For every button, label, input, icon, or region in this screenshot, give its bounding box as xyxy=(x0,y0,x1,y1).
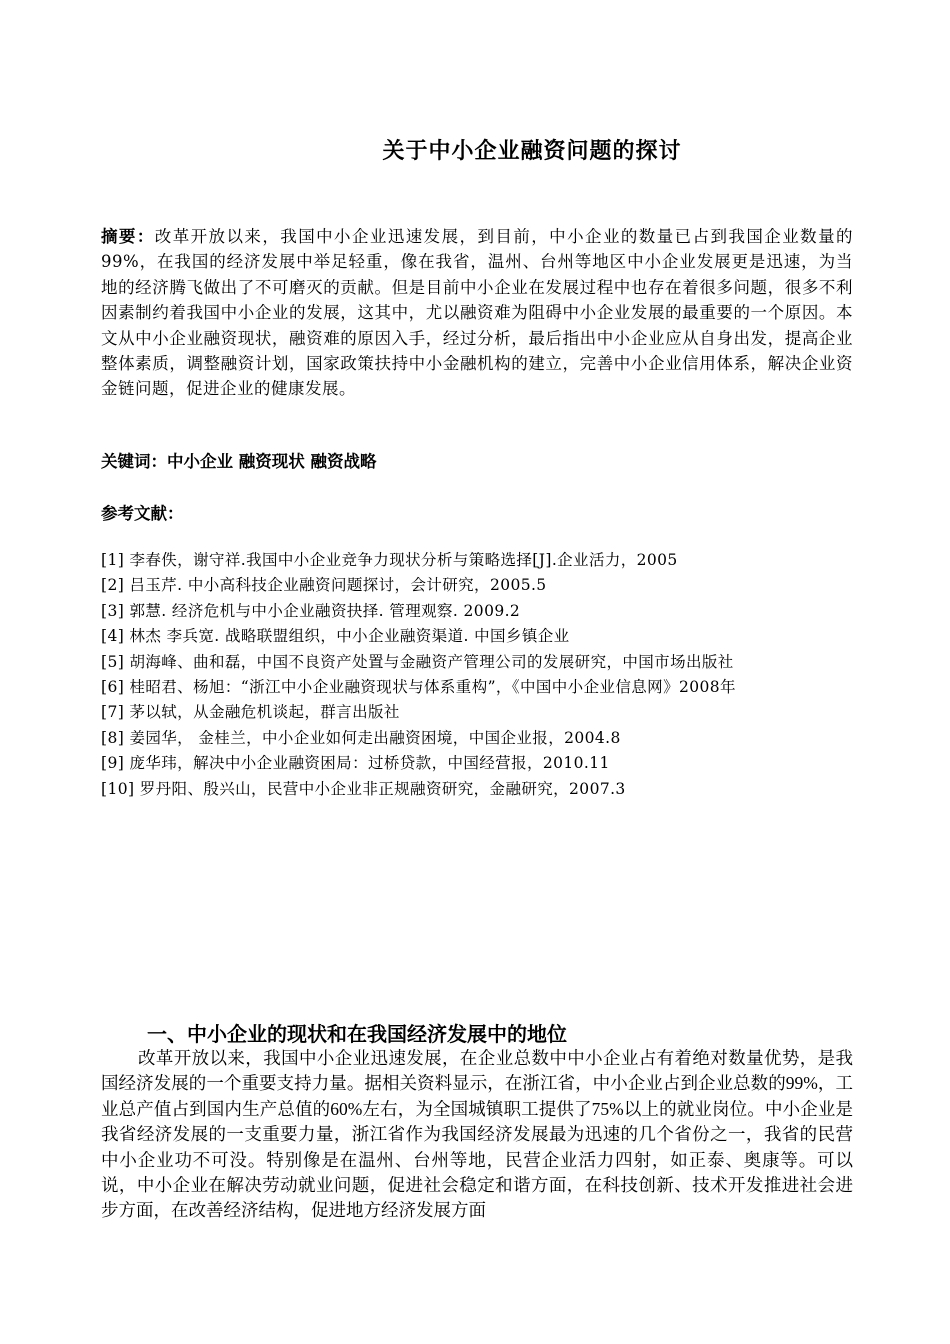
reference-item: [1] 李春佚，谢守祥.我国中小企业竞争力现状分析与策略选择[J].企业活力，2005 xyxy=(101,551,678,569)
abstract xyxy=(101,224,853,402)
reference-item: [4] 林杰 李兵宽. 战略联盟组织，中小企业融资渠道. 中国乡镇企业 xyxy=(101,627,570,646)
reference-item: [3] 郭慧. 经济危机与中小企业融资抉择. 管理观察. 2009.2 xyxy=(101,601,521,620)
references-heading: 参考文献： xyxy=(101,504,184,523)
reference-item: [7] 茅以轼，从金融危机谈起，群言出版社 xyxy=(101,703,400,722)
reference-item: [10] 罗丹阳、殷兴山，民营中小企业非正规融资研究，金融研究，2007.3 xyxy=(101,779,626,798)
reference-item: [2] 吕玉芹. 中小高科技企业融资问题探讨，会计研究，2005.5 xyxy=(101,576,547,595)
document-title: 关于中小企业融资问题的探讨 xyxy=(382,139,682,164)
reference-item: [9] 庞华玮，解决中小企业融资困局：过桥贷款，中国经营报，2010.11 xyxy=(101,754,610,773)
section-heading: 一、中小企业的现状和在我国经济发展中的地位 xyxy=(147,1022,567,1046)
reference-item: [6] 桂昭君、杨旭：“浙江中小企业融资现状与体系重构”，《中国中小企业信息网》2008年 xyxy=(101,678,736,697)
keywords: 关键词：中小企业 融资现状 融资战略 xyxy=(101,452,377,471)
abstract-label: 摘要： xyxy=(101,227,155,246)
abstract-text: 改革开放以来，我国中小企业迅速发展，到目前，中小企业的数量已占到我国企业数量的99%，在我国的经济发展中举足轻重，像在我省，温州、台州等地区中小企业发展更是迅速，为当地的经济腾飞做出了不可磨灭的贡献。但是目前中小企业在发展过程中也存在着很多问题，很多不利因素制约着我国中小企业的发展，这其中，尤以融资难为阻碍中小企业发展的最重要的一个原因。本文从中小企业融资现状，融资难的原因入手，经过分析，最后指出中小企业应从自身出发，提高企业整体素质，调整融资计划，国家政策扶持中小金融机构的建立，完善中小企业信用体系，解决企业资金链问题，促进企业的健康发展。 xyxy=(101,227,854,399)
body-paragraph: 改革开放以来，我国中小企业迅速发展，在企业总数中中小企业占有着绝对数量优势，是我国经济发展的一个重要支持力量。据相关资料显示，在浙江省，中小企业占到企业总数的99%，工业总产值占到国内生产总值的60%左右，为全国城镇职工提供了75%以上的就业岗位。中小企业是我省经济发展的一支重要力量，浙江省作为我国经济发展最为迅速的几个省份之一，我省的民营中小企业功不可没。特别像是在温州、台州等地，民营企业活力四射，如正泰、奥康等。可以说，中小企业在解决劳动就业问题，促进社会稳定和谐方面，在科技创新、技术开发推进社会进步方面，在改善经济结构，促进地方经济发展方面 xyxy=(101,1048,853,1221)
reference-item: [8] 姜园华， 金桂兰，中小企业如何走出融资困境，中国企业报，2004.8 xyxy=(101,728,621,747)
references-list xyxy=(101,548,853,802)
reference-item: [5] 胡海峰、曲和磊，中国不良资产处置与金融资产管理公司的发展研究，中国市场出版社 xyxy=(101,652,734,671)
